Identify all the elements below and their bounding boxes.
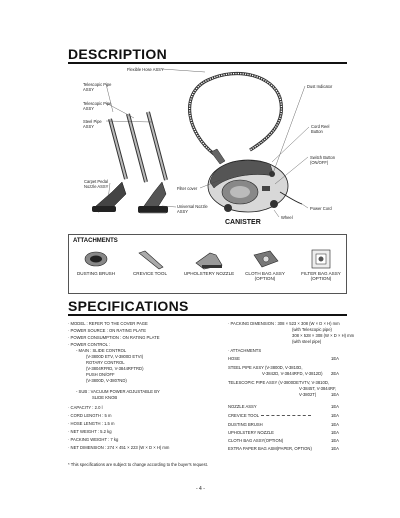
spec-power-control: · POWER CONTROL : [68,342,111,347]
spec-rotary-models: (V-3804RFRD, V-3844RFTRD) [86,366,144,371]
spec-upholstery: UPHOLSTERY NOZZLE [228,430,274,435]
spec-crevice-qty: 1EA [331,413,339,418]
attachment-label: CREVICE TOOL [132,271,168,276]
label-dust-indicator: Dust Indicator [307,84,333,89]
spec-attachments-head: · ATTACHMENTS [228,348,262,353]
spec-cord-length: · CORD LENGTH : 5 m [68,413,112,418]
spec-hose: HOSE [228,356,240,361]
spec-sub2: SLIDE KNOB [92,395,118,400]
spec-telescopic: TELESCOPIC PIPE ASSY (V-3800DETVTV, V-3810D, [228,380,330,385]
attachment-dusting-brush [69,247,123,276]
label-filter-cover: Filter cover [177,186,198,191]
description-title: DESCRIPTION [68,46,167,62]
spec-packing-dim-note1: (with Telescopic pipe) [292,327,332,332]
spec-steel-pipe: STEEL PIPE ASSY (V-3800D, V-3810D, [228,365,303,370]
label-telescopic-2: Telescopic Pipe ASSY [83,101,112,111]
spec-extra-paper: EXTRA PAPER BAG ASM(PAPER, OPTION) [228,446,312,451]
attachment-crevice-tool [123,247,177,276]
spec-crevice [228,413,313,418]
filter-bag-icon [296,247,346,271]
attachment-label: DUSTING BRUSH [76,271,116,276]
spec-sub: - SUB : VACUUM POWER ADJUSTABLE BY [76,389,160,394]
spec-extra-paper-qty: 1EA [331,446,339,451]
attachment-sub: (OPTION) [310,276,332,282]
attachment-upholstery-nozzle [179,247,239,276]
cloth-bag-icon [240,247,290,271]
spec-telescopic3: V-3802T) [299,392,317,397]
specifications-rule [68,314,347,316]
label-telescopic-1: Telescopic Pipe ASSY [83,82,112,92]
attachment-cloth-bag [237,247,293,282]
attachments-title: ATTACHMENTS [73,238,118,244]
spec-model: · MODEL : REFER TO THE COVER PAGE [68,321,148,326]
spec-net-dimension: · NET DIMENSION : 274 × 451 × 223 (W × D × H) mm [68,445,170,450]
spec-packing-dim-note2: (with steel pipe) [292,339,322,344]
spec-packing-dimension: · PACKING DIMENSION : 308 × 523 × 308 (W × D × H) mm [228,321,340,326]
spec-nozzle-qty: 1EA [331,404,339,409]
label-universal-nozzle: Universal Nozzle ASSY [177,204,208,214]
spec-dusting: DUSTING BRUSH [228,422,263,427]
spec-steel-pipe-qty: 2EA [331,371,339,376]
spec-power-consumption: · POWER CONSUMPTION : ON RATING PLATE [68,335,160,340]
spec-packing-dim-2: 308 × 528 × 308 (W × D × H) mm [292,333,355,338]
spec-packing-weight: · PACKING WEIGHT : 7 kg [68,437,119,442]
spec-rotary: ROTARY CONTROL [86,360,125,365]
spec-main-models: (V-3800D ETV, V-3800D ETVI) [86,354,144,359]
label-carpet-pedal: Carpet Pedal Nozzle ASSY [84,179,109,189]
upholstery-nozzle-icon [184,247,234,271]
spec-nozzle: NOZZLE ASSY [228,404,257,409]
spec-cloth-bag-qty: 1EA [331,438,339,443]
spec-dusting-qty: 1EA [331,422,339,427]
spec-hose-length: · HOSE LENGTH : 1.5 m [68,421,115,426]
attachment-label: FILTER BAG ASSY [301,271,341,276]
spec-crevice-label: CREVICE TOOL [228,413,260,418]
attachment-filter-bag [293,247,349,282]
attachment-label: CLOTH BAG ASSY [245,271,285,276]
dot-leader [261,415,311,416]
spec-push: PUSH ON/OFF [86,372,115,377]
label-wheel: Wheel [281,215,293,220]
spec-net-weight: · NET WEIGHT : 5.2 kg [68,429,112,434]
dusting-brush-icon [71,247,121,271]
specifications-title: SPECIFICATIONS [68,298,189,314]
spec-push-models: (V-3800D, V-3807ND) [86,378,127,383]
label-canister: CANISTER [225,219,261,226]
label-power-cord: Power Cord [310,206,332,211]
label-switch-button: Switch Button (ON/OFF) [310,155,336,165]
spec-cloth-bag: CLOTH BAG ASSY(OPTION) [228,438,284,443]
spec-steel-pipe2: V-3842D, V-3844RFD, V-3812D) [262,371,323,376]
spec-main: - MAIN : SLIDE CONTROL [76,348,127,353]
label-flexible-hose: Flexible Hose ASSY [127,67,164,72]
spec-telescopic-qty: 1EA [331,392,339,397]
spec-telescopic2: V-3845T, V-3844RF, [299,386,337,391]
crevice-tool-icon [125,247,175,271]
spec-power-source: · POWER SOURCE : ON RATING PLATE [68,328,147,333]
spec-note: * This specifications are subject to change according to the buyer's request. [68,462,208,467]
attachment-label: UPHOLSTERY NOZZLE [183,271,235,276]
spec-hose-qty: 1EA [331,356,339,361]
attachments-box [68,234,347,294]
spec-upholstery-qty: 1EA [331,430,339,435]
page-number: - 4 - [196,486,205,492]
attachment-sub: (OPTION) [254,276,276,282]
spec-capacity: · CAPACITY : 2.0 l [68,405,103,410]
label-steel-pipe: Steel Pipe ASSY [83,119,102,129]
label-cord-reel: Cord Reel Button [311,124,330,134]
